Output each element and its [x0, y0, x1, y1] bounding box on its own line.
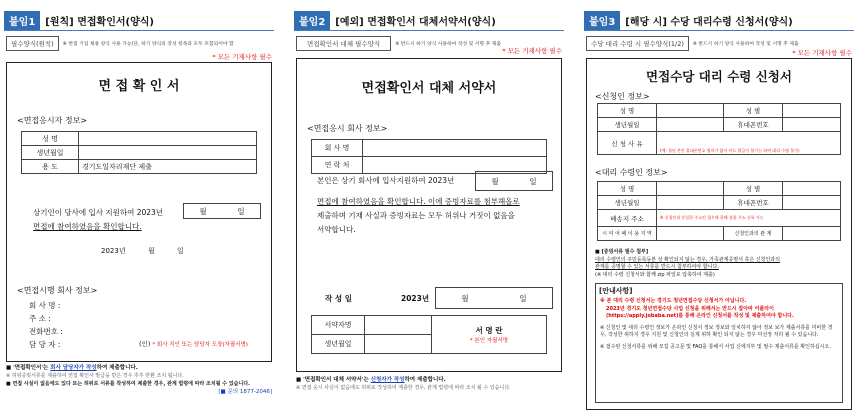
form-type-box: 필수양식(원칙) — [6, 36, 59, 51]
section-company: <면접시행 회사 정보> — [17, 286, 98, 295]
footnote-1-link: 회사 담당자가 작성 — [50, 365, 97, 371]
section-proxy: <대리 수령인 정보> — [595, 168, 668, 177]
guide-heading: [안내사항] — [599, 287, 633, 295]
body-text: 상기인이 당사에 입사 지원하여 2023년 — [33, 208, 164, 217]
address-note: ※ 신청인과 동일한 주소인 경우에 한해 상품 주소 등록 가능 — [660, 215, 764, 220]
table-row — [598, 210, 841, 227]
footnote-1 — [6, 364, 272, 372]
dob-label: 생년월일 — [598, 196, 657, 210]
seal-label: (인) — [139, 340, 151, 348]
row-value: 경기도일자리재단 제출 — [79, 160, 257, 174]
guide-line-1: ※ 본 대리 수령 신청서는 경기도 청년면접수당 신청서가 아닙니다. — [600, 298, 747, 304]
table-row — [598, 118, 841, 132]
table-row — [598, 196, 841, 210]
signer-value — [365, 316, 432, 335]
row-label: 회 사 명 — [312, 140, 363, 157]
sign-note: * 본인 자필서명 — [469, 338, 509, 344]
table-row — [598, 132, 841, 155]
month-label: 월 — [491, 176, 499, 186]
panel-interview-confirmation — [0, 0, 278, 416]
panel2-subheader — [296, 36, 501, 51]
phone-value — [783, 118, 841, 132]
docs-heading: ■ [증빙서류 필수 첨부] — [595, 249, 649, 255]
card-region-label: 시 여 어 패 이 용 지 역 — [598, 227, 657, 241]
signer-label: 서약자명 — [312, 316, 365, 335]
name-value — [657, 104, 724, 118]
footnote-2: ※ 허위증빙서류를 제출하여 면접 확인서 발급을 받은 경우 추후 반환 조치 됩니다. — [6, 373, 184, 379]
month-label: 월 — [199, 206, 207, 216]
dob-label: 생년월일 — [312, 335, 365, 354]
table-row — [22, 160, 257, 174]
form-type-box: 면접확인서 대체 필수양식 — [296, 36, 391, 51]
write-date-box — [435, 287, 553, 309]
form-type-note: ※ 반드시 하기 양식 사용하여 작성 및 서명 후 제출 — [692, 42, 799, 47]
panel-alternative-pledge — [290, 0, 568, 416]
table-row — [312, 140, 547, 157]
row-value — [79, 132, 257, 146]
required-docs — [595, 249, 845, 279]
company-phone-label: 전화번호 : — [29, 327, 63, 336]
dob-label: 생년월일 — [598, 118, 657, 132]
attachment-tag: 붙임2 — [294, 11, 330, 30]
signer-table — [311, 315, 547, 354]
panel3-subheader — [586, 36, 799, 51]
relation-value — [783, 227, 841, 241]
docs-line-3: (※ 대리 수령 신청서와 함께 zip 파일로 압축하여 제출) — [595, 271, 715, 278]
panel3-header — [584, 10, 854, 31]
table-row — [598, 227, 841, 241]
card-region-value — [657, 227, 724, 241]
attachment-tag: 붙임1 — [4, 11, 40, 30]
pledge-text-body — [317, 195, 520, 237]
docs-line-2: 관계를 증명할 수 있는 서류를 반드시 첨부하여야 합니다. — [595, 264, 719, 270]
dob-value — [657, 196, 724, 210]
guide-box — [595, 283, 843, 403]
footnote-2: ※ 면접 응시 사실이 없음에도 허위로 작성하여 제출한 경우, 관계 법령에 따라 조치 될 수 있습니다. — [296, 385, 511, 391]
panel-proxy-receipt — [580, 0, 858, 416]
day-label: 일 — [529, 176, 537, 186]
name-label: 성 명 — [598, 104, 657, 118]
table-row — [598, 182, 841, 196]
company-name-label: 회 사 명 : — [29, 301, 61, 310]
table-row — [598, 104, 841, 118]
table-row — [22, 146, 257, 160]
pledge-text-3: 제출하며 기재 사실과 증빙자료는 모두 허위나 거짓이 없음을 — [317, 211, 515, 220]
form-title: 면접수당 대리 수령 신청서 — [646, 69, 792, 84]
row-label: 용 도 — [22, 160, 79, 174]
relation-label: 신청인과의 관 계 — [724, 227, 783, 241]
body-text-2: 면접에 참여하였음을 확인합니다. — [33, 222, 142, 231]
dob-value — [365, 335, 432, 354]
seal-area — [139, 338, 248, 351]
form-box — [6, 62, 272, 362]
footnotes — [6, 364, 272, 396]
row-value — [363, 140, 547, 157]
row-label: 성 명 — [22, 132, 79, 146]
name-label: 성 명 — [598, 182, 657, 196]
required-note: * 모든 기재사항 필수 — [792, 49, 852, 57]
contact-number: [■ 문의 1877-2046] — [218, 389, 272, 395]
reason-label: 신 청 사 유 — [598, 132, 657, 155]
gender-label: 성 별 — [724, 104, 783, 118]
section-applicant: <신청인 정보> — [595, 92, 650, 101]
footnote-1-prefix: ■ '면접확인서'는 — [6, 365, 49, 371]
company-address-label: 주 소 : — [29, 314, 51, 323]
section-company — [307, 123, 387, 134]
section-applicant: <면접응시자 정보> — [17, 116, 88, 125]
applicant-table — [597, 103, 841, 155]
address-label: 배송지 주소 — [598, 210, 657, 227]
row-value — [79, 146, 257, 160]
gender-value — [783, 182, 841, 196]
guide-line-2: 2023년 경기도 청년면접수당 사업 신청을 위해서는 반드시 잡아바 어플라이 — [606, 305, 774, 312]
date-box — [183, 203, 261, 219]
table-row — [22, 132, 257, 146]
phone-label: 휴대폰번호 — [724, 118, 783, 132]
footnotes — [296, 376, 562, 392]
footnote-1-suffix: 하여 제출합니다. — [404, 377, 446, 383]
dob-value — [657, 118, 724, 132]
applicant-table — [21, 131, 257, 174]
gender-value — [783, 104, 841, 118]
write-month: 월 — [461, 293, 469, 303]
date-year: 2023년 — [401, 294, 430, 303]
phone-label: 휴대폰번호 — [724, 196, 783, 210]
panel-title: [예외] 면접확인서 대체서약서(양식) — [335, 16, 496, 28]
form-title: 면 접 확 인 서 — [98, 79, 180, 94]
row-label: 생년월일 — [22, 146, 79, 160]
sign-label: 서 명 란 — [475, 326, 503, 335]
company-table — [311, 139, 547, 174]
sign-cell — [432, 316, 547, 354]
gender-label: 성 별 — [724, 182, 783, 196]
pledge-text-4: 서약합니다. — [317, 225, 356, 234]
table-row — [312, 316, 547, 335]
form-type-note: ※ 면접 기업 채용 양식 사용 가능(단, 하기 양식의 작성 항목과 모두 포함되어야 함 — [62, 42, 234, 47]
row-label: 연 락 처 — [312, 157, 363, 174]
form-box — [296, 58, 562, 372]
panel-title: [원칙] 면접확인서(양식) — [45, 16, 154, 28]
panel2-header — [294, 10, 564, 31]
name-value — [657, 182, 724, 196]
footnote-1-suffix: 하여 제출합니다. — [96, 365, 138, 371]
panel1-header — [4, 10, 274, 31]
panel1-subheader — [6, 36, 234, 51]
date-label: 작 성 일 — [325, 294, 352, 303]
pledge-text-2: 면접에 참여하였음을 확인합니다. 이에 증빙자료를 첨부해올로 — [317, 197, 520, 206]
required-note: * 모든 기재사항 필수 — [212, 53, 272, 61]
guide-line-4: ※ 신청인 및 대리 수령인 정보가 온라인 신청서 정보 정보와 일치하지 않아 정보 보가 제출서류를 미비한 경우, 작성한 위하지 경우 지원 및 신청인의 실제 위하 확인 되지 않는 경우 미선정 처리 될 수 있습니다. — [600, 324, 833, 338]
date-line: 2023년 월 일 — [101, 247, 184, 255]
footnote-1 — [296, 376, 562, 384]
docs-line-1: 대리 수령인의 주민등록등본 상 확인되지 않는 경우, 가족관계증명서 혹은 신청인과의 — [595, 256, 780, 263]
required-note: * 모든 기재사항 필수 — [502, 47, 562, 55]
form-title: 면접확인서 대체 서약서 — [361, 81, 497, 96]
panel-title: [해당 시] 수당 대리수령 신청서(양식) — [625, 16, 793, 28]
proxy-table — [597, 181, 841, 241]
form-type-note: ※ 반드시 하기 양식 사용하여 작성 및 서명 후 제출 — [395, 42, 501, 47]
attachment-tag: 붙임3 — [584, 11, 620, 30]
day-label: 일 — [237, 206, 245, 216]
date-box — [475, 171, 553, 191]
reason-note: (예: 청년 본인 휴대폰번호 명의가 없어 카드 발급이 불가능 하여 대리 수령 불가) — [660, 148, 800, 153]
phone-value — [783, 196, 841, 210]
form-box — [586, 58, 852, 410]
guide-line-3: (https://apply.jobaba.net)를 통해 온라인 신청서를 작성 및 제출하여야 합니다. — [606, 313, 794, 319]
company-fields — [29, 299, 63, 351]
company-manager-label: 담 당 자 : — [29, 340, 61, 349]
section-label: <면접응시 회사 정보> — [307, 124, 388, 133]
guide-line-5: ※ 접수된 신청서류를 위해 모집 공고문 및 FAQ를 통해서 사업 신에지부 및 필수 제출서류를 확인하십시오. — [600, 343, 831, 350]
footnote-3: ■ 면접 사실이 없음에도 있다 또는 허위로 서류를 작성하여 제출한 경우, 관계 법령에 따라 조치될 수 있습니다. — [6, 381, 251, 387]
footnote-1-link: 신청자가 작성 — [370, 377, 405, 383]
seal-note: * 회사 직인 또는 담당자 도장(자필서명) — [152, 342, 248, 348]
form-type-box: 수당 대리 수령 시 필수양식(1/2) — [586, 36, 689, 51]
pledge-text-1: 본인은 상기 회사에 입사지원하여 2023년 — [317, 176, 455, 185]
write-day: 일 — [519, 293, 527, 303]
footnote-1-prefix: ■ '면접확인서 대체 서약서'는 — [296, 377, 369, 383]
